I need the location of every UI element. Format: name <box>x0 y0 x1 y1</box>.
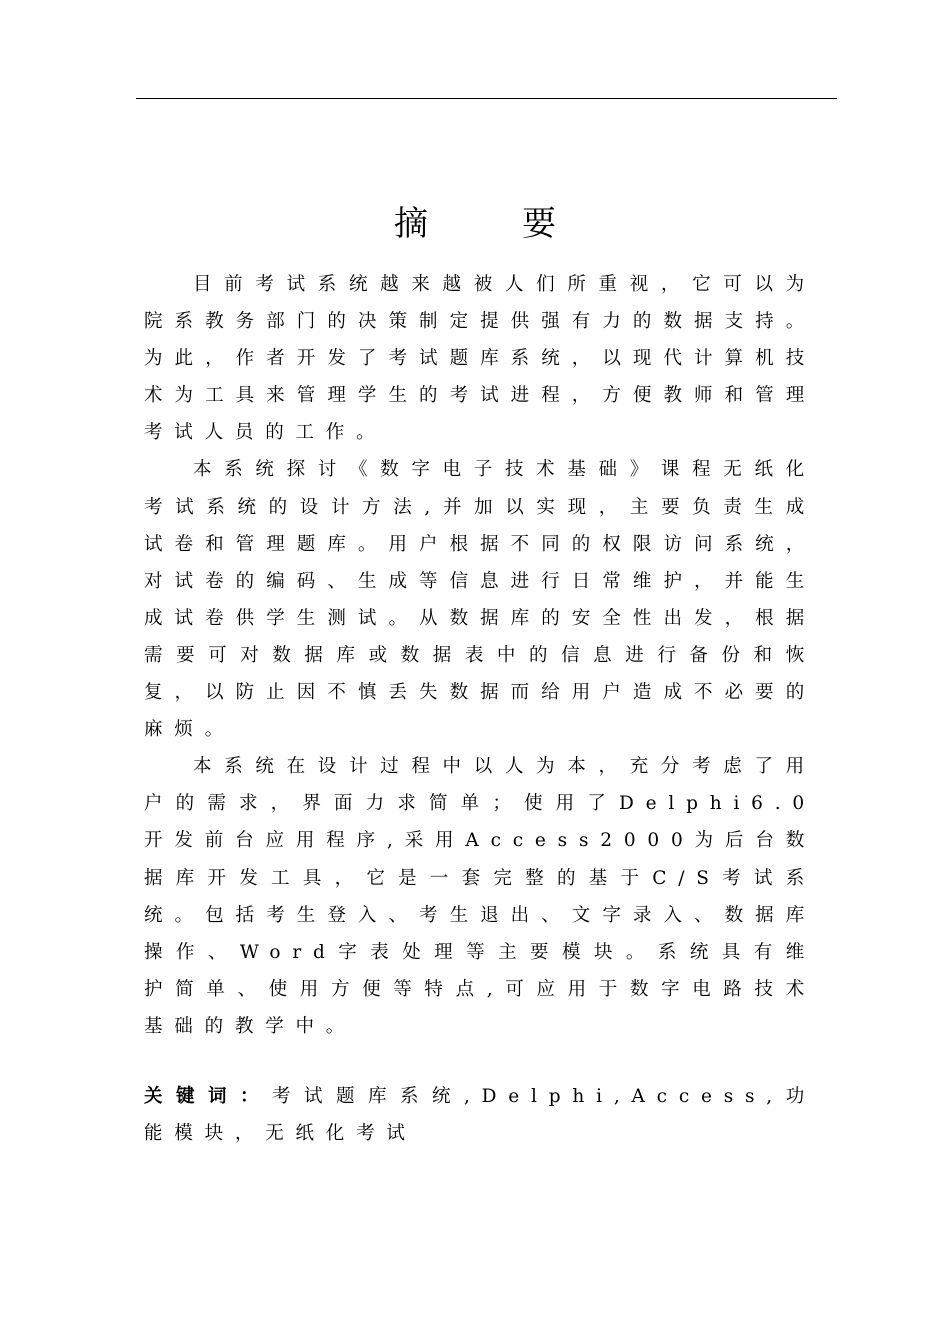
abstract-paragraph-1: 目前考试系统越来越被人们所重视，它可以为院系教务部门的决策制定提供强有力的数据支持。为此，作者开发了考试题库系统，以现代计算机技术为工具来管理学生的考试进程，方便教师和管理考试人员的工作。 <box>144 274 816 444</box>
keywords-label: 关键词： <box>144 1086 272 1107</box>
header-rule <box>136 98 837 99</box>
page-title: 摘要 <box>394 204 650 244</box>
abstract-paragraph-2: 本系统探讨《数字电子技术基础》课程无纸化考试系统的设计方法,并加以实现，主要负责生成试卷和管理题库。用户根据不同的权限访问系统，对试卷的编码、生成等信息进行日常维护，并能生成试卷供学生测试。从数据库的安全性出发，根据需要可对数据库或数据表中的信息进行备份和恢复，以防止因不慎丢失数据而给用户造成不必要的麻烦。 <box>144 459 816 741</box>
abstract-paragraph-3: 本系统在设计过程中以人为本，充分考虑了用户的需求，界面力求简单；使用了Delphi6.0开发前台应用程序,采用Access2000为后台数据库开发工具，它是一套完整的基于C/S考试系统。包括考生登入、考生退出、文字录入、数据库操作、Word字表处理等主要模块。系统具有维护简单、使用方便等特点,可应用于数字电路技术基础的教学中。 <box>144 756 816 1037</box>
keywords-line <box>144 1078 816 1152</box>
abstract-body <box>144 266 816 1045</box>
keywords-text: 考试题库系统,Delphi,Access,功能模块，无纸化考试 <box>144 1086 816 1145</box>
